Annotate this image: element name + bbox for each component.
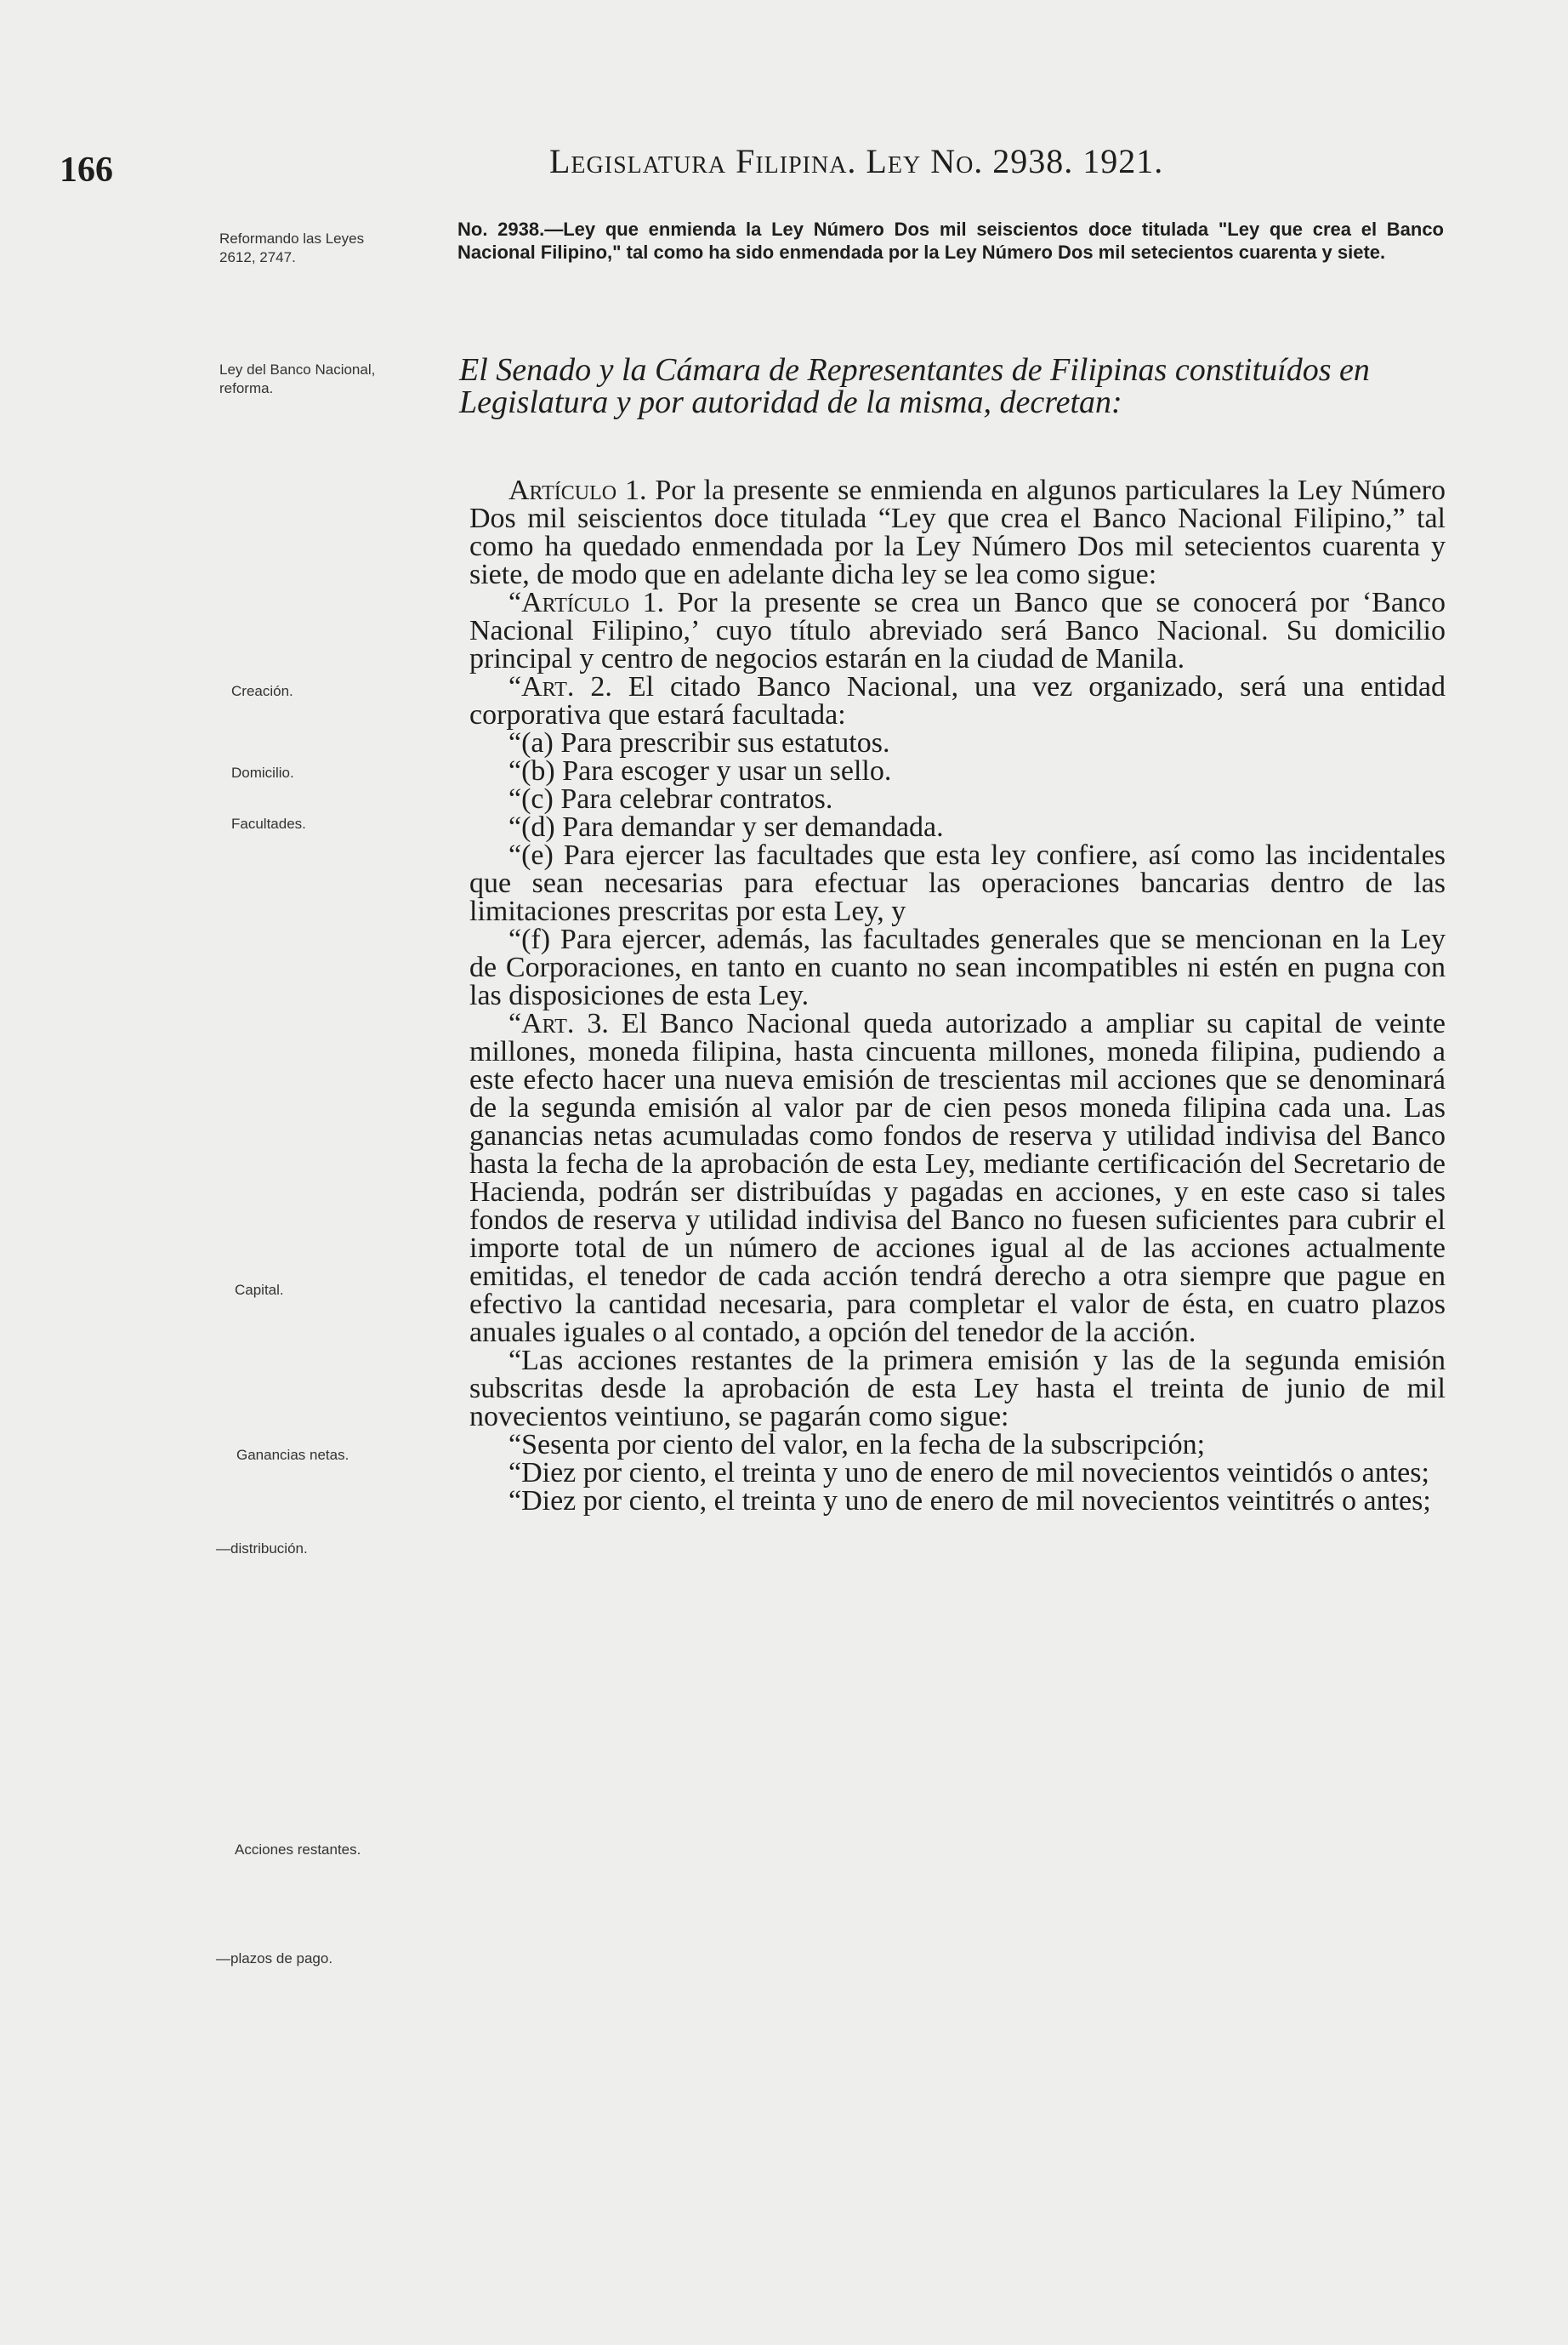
paragraph	[469, 757, 1446, 785]
paragraph-text: “Sesenta por ciento del valor, en la fecha de la subscripción;	[508, 1429, 1206, 1460]
margin-note-ganancias: Ganancias netas.	[236, 1447, 349, 1463]
paragraph-text: “Las acciones restantes de la primera emisión y las de la segunda emisión subscritas desde la aprobación de esta Ley hasta el treinta de junio de mil novecientos veintiuno, se pagarán como sigue:	[469, 1345, 1446, 1432]
paragraph-text: “Diez por ciento, el treinta y uno de enero de mil novecientos veintidós o antes;	[508, 1457, 1429, 1488]
paragraph-text: Por la presente se crea un Banco que se conocerá por ‘Banco Nacional Filipino,’ cuyo título abreviado será Banco Nacional. Su domicilio principal y centro de negocios estarán en la ciudad de Manila.	[469, 587, 1446, 674]
paragraph	[469, 841, 1446, 925]
paragraph	[469, 673, 1446, 729]
paragraph-text: “(f) Para ejercer, además, las facultades generales que se mencionan en la Ley de Corporaciones, en tanto en cuanto no sean incompatibles ni estén en pugna con las disposiciones de esta Ley.	[469, 924, 1446, 1011]
section-label: “Art. 2.	[508, 671, 612, 703]
act-body	[469, 476, 1446, 1515]
paragraph-text: “Diez por ciento, el treinta y uno de enero de mil novecientos veintitrés o antes;	[508, 1485, 1431, 1517]
paragraph-text: El Banco Nacional queda autorizado a ampliar su capital de veinte millones, moneda filipina, hasta cincuenta millones, moneda filipina, pudiendo a este efecto hacer una nueva emisión de trescientas mil acciones que se denominará de la segunda emisión al valor par de cien pesos moneda filipina cada una. Las ganancias netas acumuladas como fondos de reserva y utilidad indivisa del Banco hasta la fecha de la aprobación de esta Ley, mediante certificación del Secretario de Hacienda, podrán ser distribuídas y pagadas en acciones, y en este caso si tales fondos de reserva y utilidad indivisa del Banco no fuesen suficientes para cubrir el importe total de un número de acciones igual al de las acciones actualmente emitidas, el tenedor de cada acción tendrá derecho a otra siempre que pague en efectivo la cantidad necesaria, para completar el valor de ésta, en cuatro plazos anuales iguales o al contado, a opción del tenedor de la acción.	[469, 1008, 1446, 1348]
margin-note-ley-banco: Ley del Banco Nacional, reforma.	[219, 361, 376, 396]
paragraph-text: El citado Banco Nacional, una vez organizado, será una entidad corporativa que estará facultada:	[469, 671, 1446, 731]
paragraph-text: “(c) Para celebrar contratos.	[508, 783, 833, 815]
act-summary: No. 2938.—Ley que enmienda la Ley Número Dos mil seiscientos doce titulada "Ley que crea el Banco Nacional Filipino," tal como ha sido enmendada por la Ley Número Dos mil setecientos cuarenta y siete.	[457, 219, 1444, 263]
paragraph-text: “(b) Para escoger y usar un sello.	[508, 755, 892, 787]
margin-note-facultades: Facultades.	[231, 816, 306, 832]
paragraph	[469, 1431, 1446, 1459]
margin-note-creacion: Creación.	[231, 683, 293, 699]
section-label: “Art. 3.	[508, 1008, 609, 1039]
paragraph	[469, 785, 1446, 813]
paragraph	[469, 476, 1446, 589]
margin-note-capital: Capital.	[235, 1282, 284, 1298]
paragraph-text: Por la presente se enmienda en algunos particulares la Ley Número Dos mil seiscientos doce titulada “Ley que crea el Banco Nacional Filipino,” tal como ha quedado enmendada por la Ley Número Dos mil setecientos cuarenta y siete, de modo que en adelante dicha ley se lea como sigue:	[469, 475, 1446, 590]
paragraph-text: “(d) Para demandar y ser demandada.	[508, 811, 944, 843]
margin-note-distribucion: —distribución.	[216, 1540, 308, 1557]
paragraph-text: “(e) Para ejercer las facultades que esta ley confiere, así como las incidentales que sean necesarias para efectuar las operaciones bancarias dentro de las limitaciones prescritas por esta Ley, y	[469, 840, 1446, 927]
section-label: Artículo 1.	[508, 475, 647, 506]
paragraph	[469, 1010, 1446, 1346]
running-head: Legislatura Filipina. Ley No. 2938. 1921.	[549, 142, 1164, 180]
paragraph	[469, 589, 1446, 673]
margin-note-domicilio: Domicilio.	[231, 765, 294, 781]
paragraph	[469, 1346, 1446, 1431]
paragraph-text: “(a) Para prescribir sus estatutos.	[508, 727, 890, 759]
paragraph	[469, 1459, 1446, 1487]
section-label: “Artículo 1.	[508, 587, 665, 618]
margin-note-reformando: Reformando las Leyes 2612, 2747.	[219, 231, 365, 265]
paragraph	[469, 1487, 1446, 1515]
page-number: 166	[60, 151, 113, 190]
paragraph	[469, 925, 1446, 1010]
margin-note-acciones: Acciones restantes.	[235, 1841, 361, 1858]
paragraph	[469, 729, 1446, 757]
enacting-clause: El Senado y la Cámara de Representantes de Filipinas constituídos en Legislatura y por autoridad de la misma, decretan:	[459, 352, 1370, 420]
margin-note-plazos: —plazos de pago.	[216, 1950, 333, 1966]
paragraph	[469, 813, 1446, 841]
